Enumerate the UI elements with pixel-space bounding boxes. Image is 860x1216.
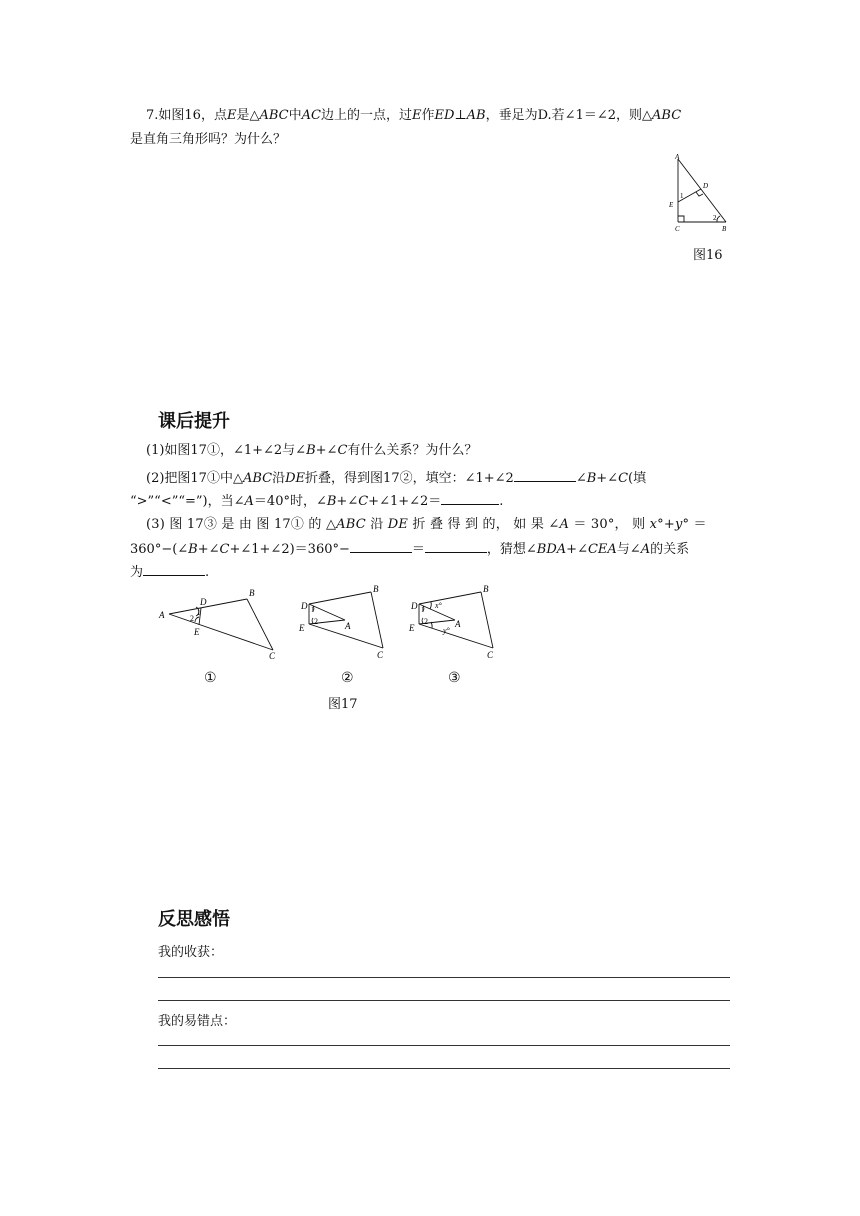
fig16-label-1: 1 [680,192,684,200]
fig17-1-label-d: D [200,597,207,607]
mistake-label: 我的易错点： [158,1014,237,1029]
mistake-line-2[interactable] [158,1068,730,1069]
figure-17-sub-1: ① [204,670,217,686]
q2-blank-relation[interactable] [514,467,576,482]
fig16-label-e: E [669,201,674,209]
fig17-1-label-e: E [194,627,200,637]
fig17-3-label-d: D [411,601,418,611]
fig17-3-angle-2-arc [422,618,423,623]
fig17-3-label-b: B [483,584,489,594]
q2-blank-sum[interactable] [441,490,499,505]
fig17-3-angle-x-arc [430,602,431,609]
fig17-3-label-a: A [455,619,461,629]
figure-17-2 [295,584,395,662]
gain-label: 我的收获： [158,945,224,960]
fig17-2-angle-2-arc [312,618,313,623]
fig17-3-side-db [419,592,481,604]
figure-16 [665,150,735,235]
fig17-1-label-1: 1 [197,609,201,617]
fig16-label-2: 2 [713,214,717,222]
figure-17-sub-2: ② [341,670,354,686]
fig16-right-angle-d [696,192,703,196]
fig17-3-label-1: 1 [421,606,425,614]
figure-17-sub-3: ③ [448,670,461,686]
fig16-label-a: A [675,153,680,161]
fig17-2-label-a: A [345,621,351,631]
mistake-line-1[interactable] [158,1045,730,1046]
figure-17-1 [155,584,285,662]
fig17-3-label-x: x° [435,601,442,610]
section-heading-improvement: 课后提升 [158,411,230,432]
fig17-1-side-ab [169,599,247,614]
q3-blank-1[interactable] [350,538,412,553]
fig17-3-label-c: C [487,650,494,660]
figure-17-3 [405,584,505,662]
q2-line1: (2)把图17①中△ABC沿DE折叠，得到图17②，填空：∠1+∠2 ∠B+∠C(填 [146,467,746,489]
fig16-label-c: C [675,225,680,233]
q3-blank-2[interactable] [425,538,487,553]
section-heading-reflection: 反思感悟 [158,909,230,930]
q7-line2: 是直角三角形吗？为什么？ [130,132,287,147]
fig17-1-label-2: 2 [190,614,194,623]
q3-blank-3[interactable] [143,561,205,576]
fig17-2-side-db [309,592,371,604]
fig17-1-label-c: C [269,651,276,661]
q3-line2: 360°−(∠B+∠C+∠1+∠2)＝360°− ＝ ，猜想∠BDA+∠CEA与∠A的关系 [130,538,730,560]
fig16-side-ab [678,159,726,222]
fig17-1-label-a: A [159,610,165,620]
fig16-label-d: D [703,182,709,190]
gain-line-1[interactable] [158,977,730,978]
fig17-2-side-bc [371,592,383,648]
q1-line: (1)如图17①，∠1+∠2与∠B+∠C有什么关系？为什么？ [146,443,478,458]
fig17-1-label-b: B [249,588,255,598]
q3-line3: 为 . [130,561,730,583]
fig17-3-label-y: y° [443,626,450,635]
fig17-2-label-b: B [373,584,379,594]
fig17-2-label-d: D [301,601,308,611]
gain-line-2[interactable] [158,1000,730,1001]
fig16-right-angle-c [678,216,684,222]
figure-17-caption: 图17 [328,697,358,712]
fig17-3-side-bc [481,592,493,648]
fig17-2-label-1: 1 [311,606,315,614]
fig17-2-label-2: 2 [314,617,318,626]
fig17-2-label-e: E [299,623,305,633]
q7-line1: 7.如图16，点E是△ABC中AC边上的一点，过E作ED⊥AB，垂足为D.若∠1＝∠2，则△ABC [146,108,682,123]
fig16-angle-2-arc [717,216,720,222]
fig17-1-angle-2-arc [195,617,199,622]
fig17-3-label-2: 2 [424,617,428,626]
fig17-3-label-e: E [409,623,415,633]
q2-line2: “>”“<”“=”)，当∠A＝40°时，∠B+∠C+∠1+∠2＝ . [130,490,730,512]
fig16-label-b: B [722,225,727,233]
q3-line1: (3) 图 17③ 是 由 图 17① 的 △ABC 沿 DE 折 叠 得 到 的， 如 果 ∠A ＝ 30°， 则 x°+y° ＝ [146,517,707,532]
fig17-2-label-c: C [377,650,384,660]
figure-16-caption: 图16 [693,248,723,263]
